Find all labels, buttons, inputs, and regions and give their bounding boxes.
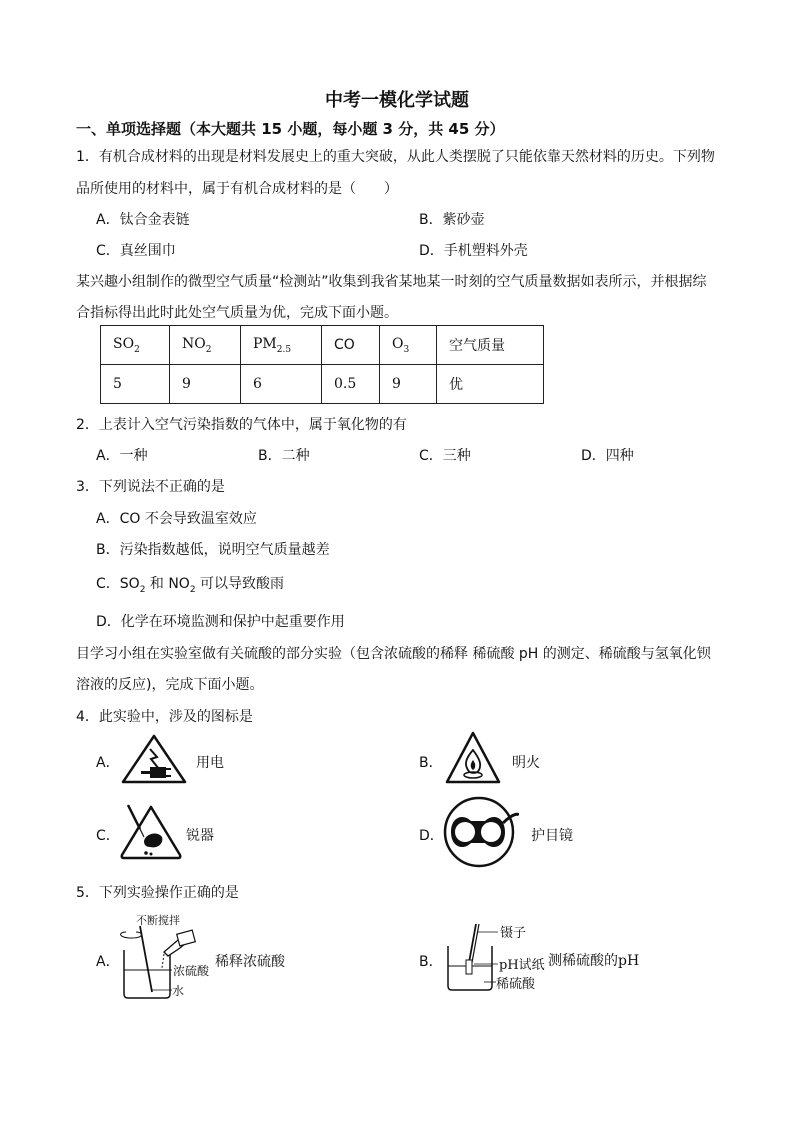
section-heading: 一、单项选择题（本大题共 15 小题，每小题 3 分，共 45 分） <box>76 120 505 138</box>
table-header-row <box>101 326 544 365</box>
tweezers-label: 镊子 <box>500 926 527 941</box>
sharp-object-icon <box>118 801 184 861</box>
q2-option-c: C．三种 <box>419 448 471 464</box>
q2-option-b: B．二种 <box>258 448 310 464</box>
header-air-quality: 空气质量 <box>437 326 544 365</box>
q1-option-a: A．钛合金表链 <box>96 212 190 228</box>
q3-option-d: D．化学在环境监测和保护中起重要作用 <box>96 614 345 630</box>
q2-option-d: D．四种 <box>581 448 634 464</box>
header-o3: $O_3$ <box>380 326 437 365</box>
q4-option-d: D． <box>419 828 444 844</box>
q1-option-d: D．手机塑料外壳 <box>419 243 528 259</box>
stir-label: 不断搅拌 <box>136 914 180 927</box>
header-pm25: $PM_{2.5}$ <box>241 326 322 365</box>
page-title: 中考一模化学试题 <box>325 90 469 111</box>
cell-no2: 9 <box>170 365 241 404</box>
q1-option-c: C．真丝围巾 <box>96 243 176 259</box>
q3-option-b: B．污染指数越低，说明空气质量越差 <box>96 542 330 558</box>
intro1-line1: 某兴趣小组制作的微型空气质量“检测站”收集到我省某地某一时刻的空气质量数据如表所示，并根据综 <box>76 274 707 290</box>
q3-stem: 3．下列说法不正确的是 <box>76 479 225 495</box>
header-so2: $SO_2$ <box>101 326 170 365</box>
intro2-line1: 目学习小组在实验室做有关硫酸的部分实验（包含浓硫酸的稀释 稀硫酸 pH 的测定、稀硫酸与氢氧化钡 <box>76 646 711 662</box>
air-quality-table <box>100 325 544 404</box>
header-no2: $NO_2$ <box>170 326 241 365</box>
q3-option-c: C．$SO_2$ 和 $NO_2$ 可以导致酸雨 <box>96 576 285 595</box>
water-label: 水 <box>172 984 185 998</box>
q1-stem-line1: 1．有机合成材料的出现是材料发展史上的重大突破，从此人类摆脱了只能依靠天然材料的历史。下列物 <box>76 149 715 165</box>
q5-stem: 5．下列实验操作正确的是 <box>76 885 239 901</box>
intro1-line2: 合指标得出此时此处空气质量为优，完成下面小题。 <box>76 305 398 321</box>
q4-stem: 4．此实验中，涉及的图标是 <box>76 709 253 725</box>
open-flame-icon <box>444 730 502 786</box>
q4-option-c: C． <box>96 828 120 844</box>
q5-option-a: A． <box>96 954 120 970</box>
ph-test-diagram <box>444 918 554 996</box>
dilute-sulfuric-acid-diagram <box>118 912 218 1002</box>
cell-so2: 5 <box>101 365 170 404</box>
cell-o3: 9 <box>380 365 437 404</box>
electricity-warning-icon <box>120 733 188 785</box>
table-row <box>101 365 544 404</box>
q2-option-a: A．一种 <box>96 448 148 464</box>
dilute-acid-label: 稀硫酸 <box>496 977 536 992</box>
acid-label: 浓硫酸 <box>173 964 210 978</box>
header-co: CO <box>322 326 380 365</box>
ph-paper-label: pH试纸 <box>499 958 545 973</box>
q4-option-d-label: 护目镜 <box>531 828 573 844</box>
q1-option-b: B．紫砂壶 <box>419 212 485 228</box>
q4-option-c-label: 锐器 <box>186 828 214 844</box>
q5-option-a-label: 稀释浓硫酸 <box>215 954 285 970</box>
goggles-icon <box>441 795 519 869</box>
q4-option-a-label: 用电 <box>196 755 224 771</box>
q4-option-b: B． <box>419 755 443 771</box>
q4-option-b-label: 明火 <box>512 755 540 771</box>
intro2-line2: 溶液的反应)，完成下面小题。 <box>76 677 264 693</box>
q5-option-b-label: 测稀硫酸的pH <box>548 953 640 969</box>
q5-option-b: B． <box>419 954 443 970</box>
cell-air-quality: 优 <box>437 365 544 404</box>
cell-pm25: 6 <box>241 365 322 404</box>
q4-option-a: A． <box>96 755 120 771</box>
q1-stem-line2: 品所使用的材料中，属于有机合成材料的是（ ） <box>76 181 398 197</box>
cell-co: 0.5 <box>322 365 380 404</box>
q3-option-a: A．CO 不会导致温室效应 <box>96 511 257 527</box>
q2-stem: 2．上表计入空气污染指数的气体中，属于氧化物的有 <box>76 417 407 433</box>
